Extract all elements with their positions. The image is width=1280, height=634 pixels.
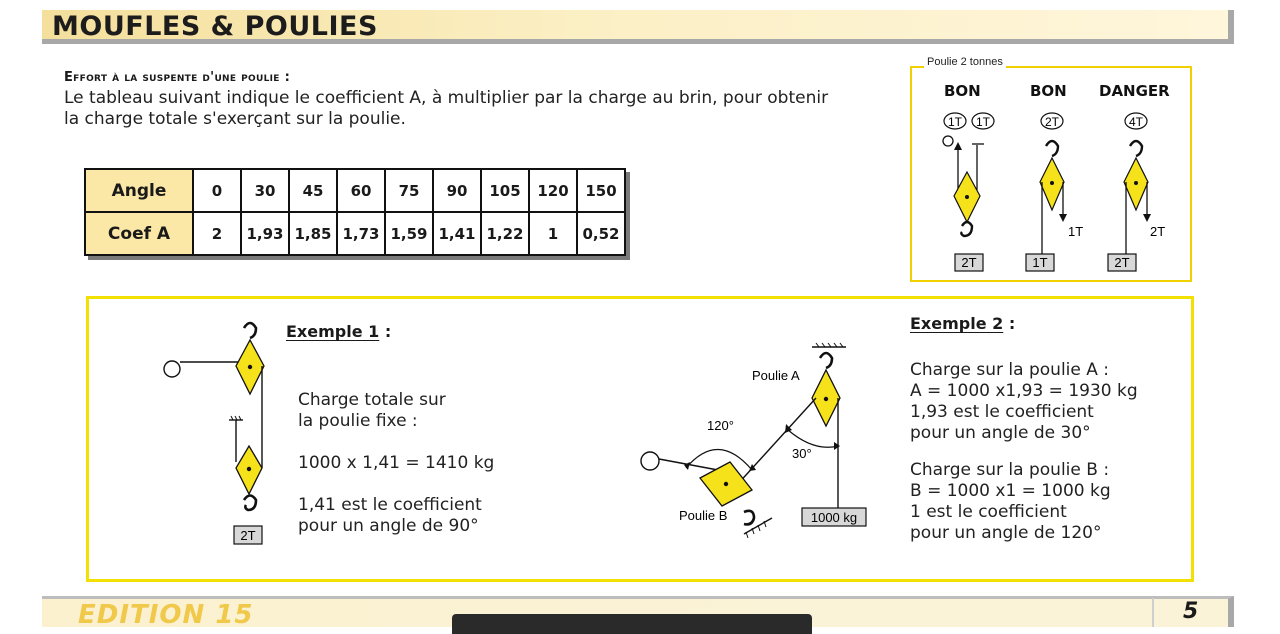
svg-text:2T: 2T xyxy=(1114,255,1130,270)
example-2-load: 1000 kg xyxy=(810,510,858,525)
svg-text:1T: 1T xyxy=(1068,224,1084,239)
coef-cell: 0,52 xyxy=(577,212,625,255)
section-title: Effort à la suspente d'une poulie : xyxy=(64,70,291,85)
intro-line-1: Le tableau suivant indique le coefficient A, à multiplier par la charge au brin, pour obtenir xyxy=(64,88,829,108)
example-2-b-line-4: pour un angle de 120° xyxy=(910,523,1102,543)
edition-label: EDITION 15 xyxy=(78,600,254,630)
svg-text:2T: 2T xyxy=(1044,115,1060,129)
coef-cell: 1,85 xyxy=(289,212,337,255)
example-2-b-line-2: B = 1000 x1 = 1000 kg xyxy=(910,481,1111,501)
example-1-calc: 1000 x 1,41 = 1410 kg xyxy=(298,453,495,473)
example-2-colon: : xyxy=(1003,314,1016,333)
angle-cell: 0 xyxy=(193,169,241,212)
label-angle-120: 120° xyxy=(707,418,734,433)
page-number: 5 xyxy=(1183,599,1199,624)
intro-line-2: la charge totale s'exerçant sur la poulie. xyxy=(64,109,406,129)
example-1-note-1: 1,41 est le coefficient xyxy=(298,495,482,515)
example-2-b-line-3: 1 est le coefficient xyxy=(910,502,1067,522)
example-1-note-2: pour un angle de 90° xyxy=(298,516,479,536)
label-poulie-b: Poulie B xyxy=(679,508,728,523)
coef-cell: 1,22 xyxy=(481,212,529,255)
svg-text:1T: 1T xyxy=(947,115,963,129)
svg-text:4T: 4T xyxy=(1128,115,1144,129)
coef-cell: 1,73 xyxy=(337,212,385,255)
label-poulie-a: Poulie A xyxy=(752,368,800,383)
coef-cell: 1,41 xyxy=(433,212,481,255)
example-2-title: Exemple 2 xyxy=(910,314,1004,333)
svg-text:2T: 2T xyxy=(961,255,977,270)
example-1-title: Exemple 1 xyxy=(286,322,380,341)
coef-header: Coef A xyxy=(85,212,193,255)
label-angle-30: 30° xyxy=(792,446,812,461)
svg-text:1T: 1T xyxy=(975,115,991,129)
angle-cell: 75 xyxy=(385,169,433,212)
angle-header: Angle xyxy=(85,169,193,212)
example-1-line-1: Charge totale sur xyxy=(298,390,446,410)
angle-cell: 150 xyxy=(577,169,625,212)
angle-cell: 45 xyxy=(289,169,337,212)
coef-cell: 2 xyxy=(193,212,241,255)
example-2-heading xyxy=(910,314,1015,333)
tag-bon-2: BON xyxy=(1030,82,1067,100)
pulley-box-caption: Poulie 2 tonnes xyxy=(924,56,1006,68)
example-1-colon: : xyxy=(379,322,392,341)
example-2-a-line-3: 1,93 est le coefficient xyxy=(910,402,1094,422)
example-2-a-line-4: pour un angle de 30° xyxy=(910,423,1091,443)
example-2-a-line-1: Charge sur la poulie A : xyxy=(910,360,1110,380)
svg-text:1T: 1T xyxy=(1032,255,1048,270)
coef-cell: 1,59 xyxy=(385,212,433,255)
viewer-tab xyxy=(452,614,812,634)
page-title: MOUFLES & POULIES xyxy=(52,11,378,42)
angle-cell: 90 xyxy=(433,169,481,212)
angle-cell: 30 xyxy=(241,169,289,212)
tag-danger: DANGER xyxy=(1099,82,1170,100)
example-1-line-2: la poulie fixe : xyxy=(298,411,418,431)
angle-cell: 120 xyxy=(529,169,577,212)
example-1-load: 2T xyxy=(240,528,256,543)
example-2-text xyxy=(910,360,1138,544)
angle-cell: 105 xyxy=(481,169,529,212)
angle-cell: 60 xyxy=(337,169,385,212)
coef-cell: 1,93 xyxy=(241,212,289,255)
tag-bon-1: BON xyxy=(944,82,981,100)
coef-cell: 1 xyxy=(529,212,577,255)
example-2-b-line-1: Charge sur la poulie B : xyxy=(910,460,1110,480)
example-2-a-line-2: A = 1000 x1,93 = 1930 kg xyxy=(910,381,1138,401)
svg-text:2T: 2T xyxy=(1150,224,1166,239)
